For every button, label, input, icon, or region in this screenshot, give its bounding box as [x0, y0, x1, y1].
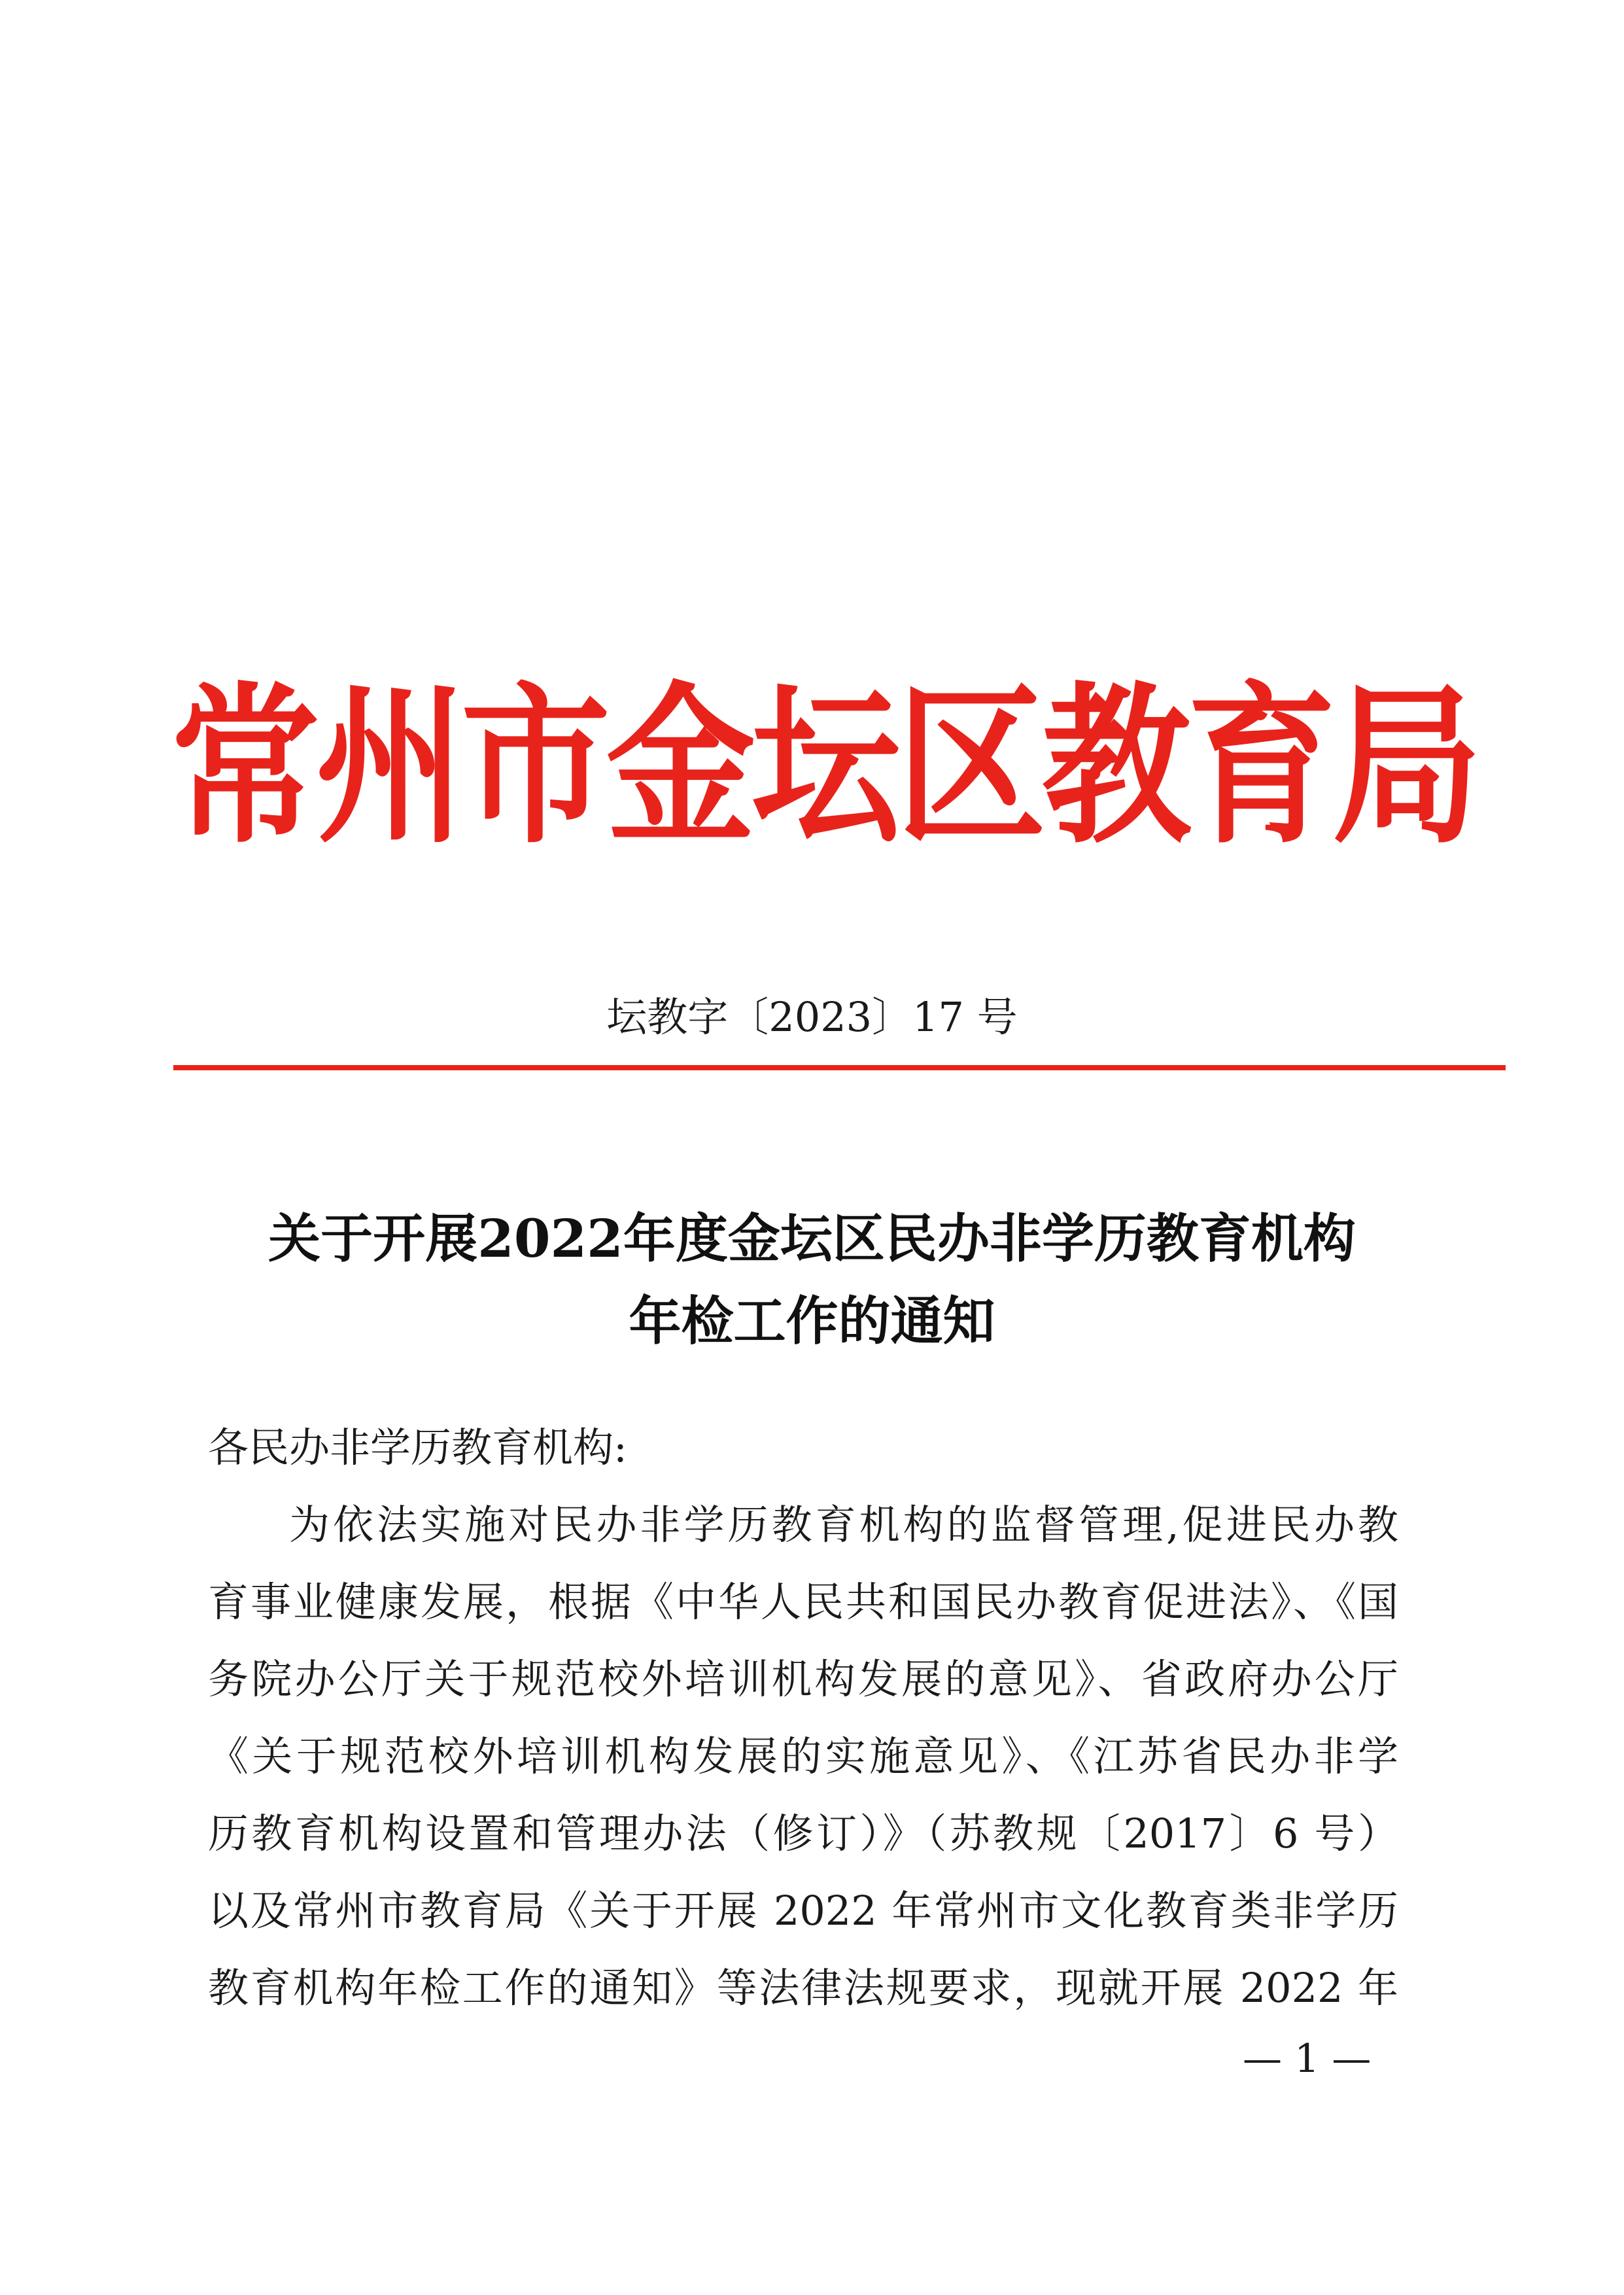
body-line: 育事业健康发展，根据《中华人民共和国民办教育促进法》、《国 — [208, 1578, 1398, 1626]
body-line: 务院办公厅关于规范校外培训机构发展的意见》、省政府办公厅 — [208, 1655, 1398, 1703]
page-number: — 1 — — [1243, 2036, 1372, 2082]
document-number: 坛教字〔2023〕17 号 — [606, 993, 1018, 1041]
body-line: 为依法实施对民办非学历教育机构的监督管理,促进民办教 — [289, 1501, 1398, 1549]
body-line: 历教育机构设置和管理办法（修订）》（苏教规〔2017〕6 号） — [208, 1810, 1398, 1857]
red-divider-line — [173, 1065, 1506, 1070]
body-line: 教育机构年检工作的通知》等法律法规要求，现就开展 2022 年 — [208, 1964, 1398, 2012]
masthead-issuer: 常州市金坛区教育局 — [171, 666, 1477, 867]
body-line: 以及常州市教育局《关于开展 2022 年常州市文化教育类非学历 — [208, 1887, 1398, 1935]
title-line-1: 关于开展2022年度金坛区民办非学历教育机构 — [268, 1208, 1356, 1269]
title-line-2: 年检工作的通知 — [629, 1290, 995, 1352]
salutation: 各民办非学历教育机构: — [208, 1424, 627, 1471]
body-paragraph — [208, 1502, 1398, 2042]
body-line: 《关于规范校外培训机构发展的实施意见》、《江苏省民办非学 — [208, 1732, 1398, 1780]
document-title — [170, 1197, 1454, 1362]
